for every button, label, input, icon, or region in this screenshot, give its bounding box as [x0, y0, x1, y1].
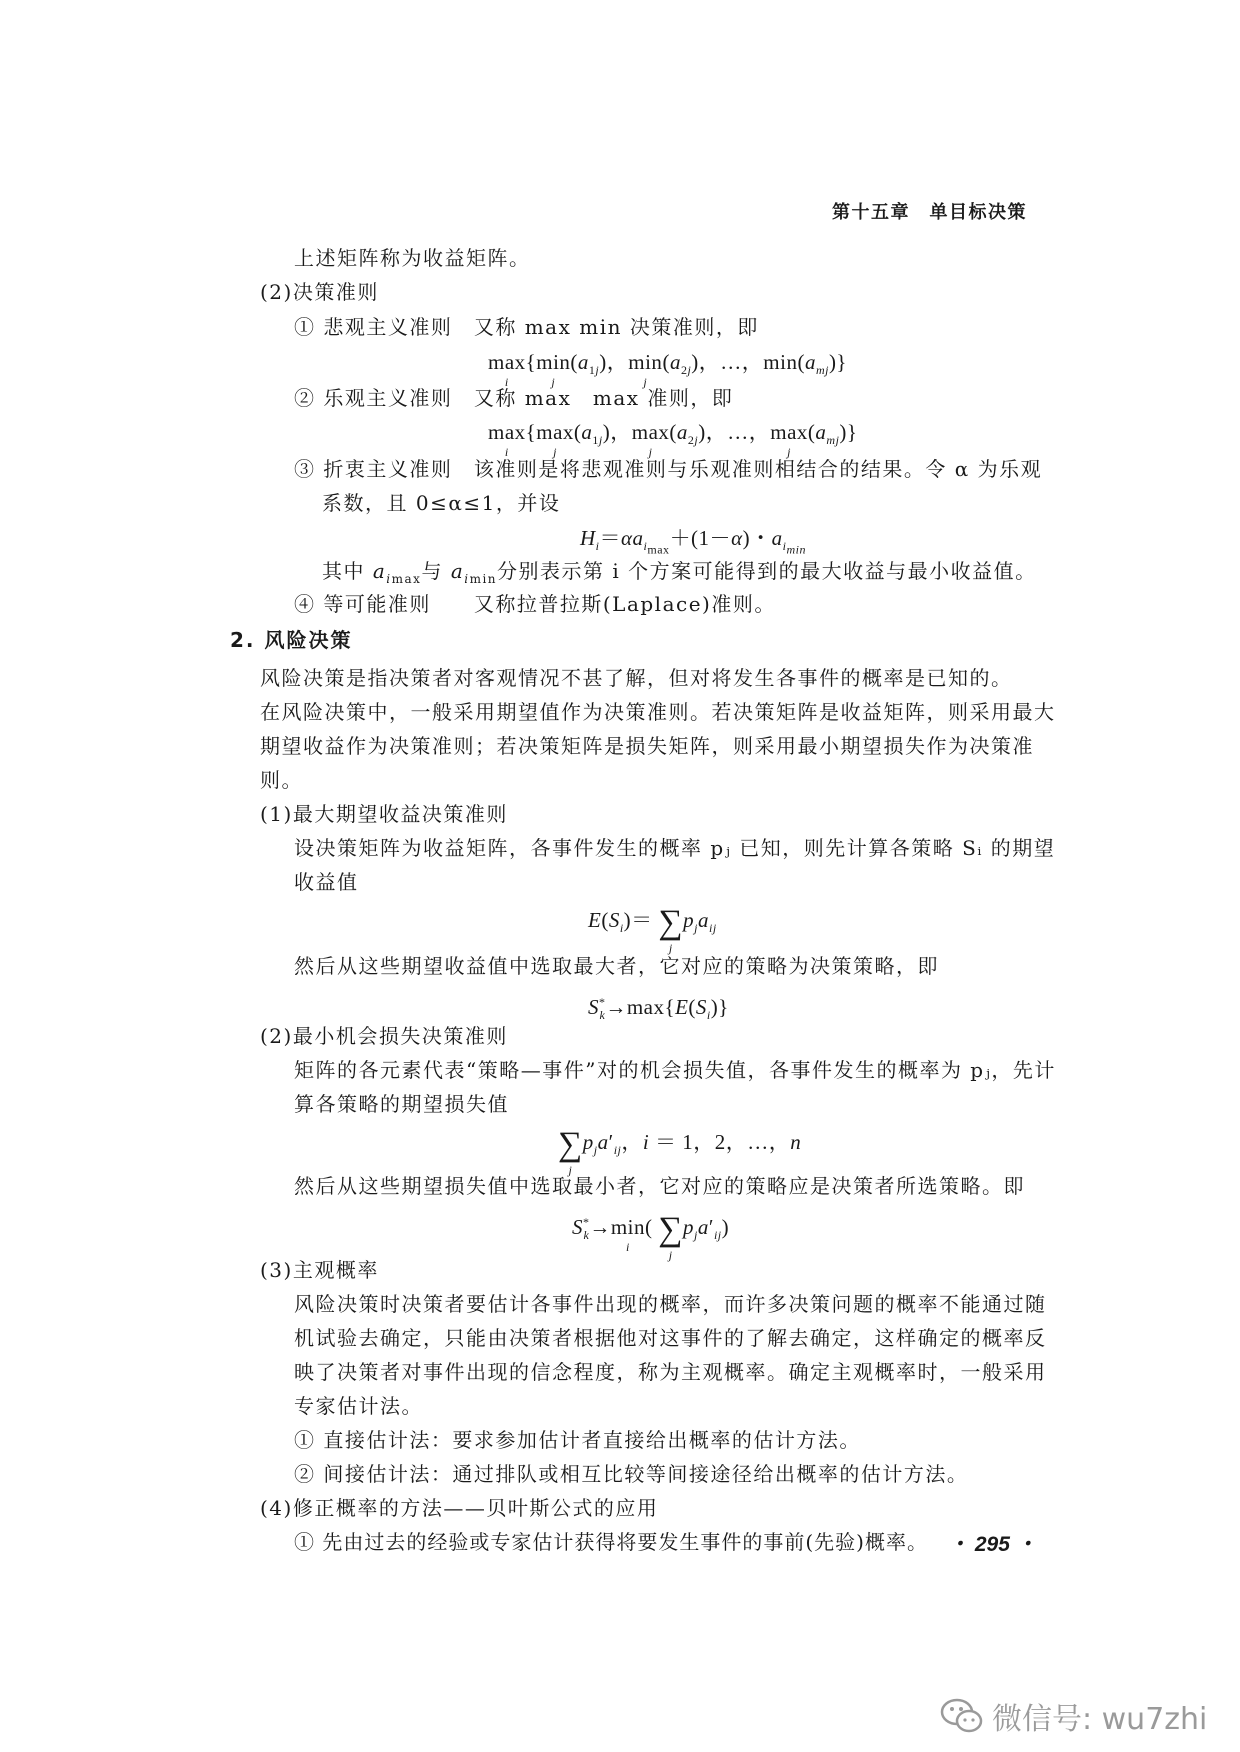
- watermark-text: 微信号: wu7zhi: [992, 1702, 1208, 1737]
- subsection-heading: (2)决策准则: [260, 280, 379, 304]
- text-line: 收益值: [294, 870, 359, 894]
- chapter-header: 第十五章 单目标决策: [832, 202, 1027, 223]
- formula-choose-min: $S^*_k\to\min$ i ( ∑ j $p_ja'_{ij}$): [572, 1211, 730, 1262]
- formula-expected-value: $E(S_i)=$ ∑ j $p_ja_{ij}$: [588, 904, 717, 955]
- formula-maxmax: max i {max j $(a_{1j})$，max j $(a_{2j})$，…，max j $(a_{mj})$}: [488, 420, 858, 459]
- list-item: ① 先由过去的经验或专家估计获得将要发生事件的事前(先验)概率。: [294, 1530, 928, 1554]
- text-line: 则。: [260, 768, 303, 792]
- subsection-heading: (4)修正概率的方法——贝叶斯公式的应用: [260, 1496, 659, 1520]
- subsection-heading: (2)最小机会损失决策准则: [260, 1024, 508, 1048]
- subsection-heading: (3)主观概率: [260, 1258, 379, 1282]
- text-line: 专家估计法。: [294, 1394, 423, 1418]
- text-line: 在风险决策中，一般采用期望值作为决策准则。若决策矩阵是收益矩阵，则采用最大: [260, 700, 1056, 724]
- text-line: ① 悲观主义准则 又称 max min 决策准则，即: [294, 315, 759, 339]
- section-heading: 2. 风险决策: [230, 628, 353, 652]
- text-line: 矩阵的各元素代表“策略—事件”对的机会损失值，各事件发生的概率为 pⱼ，先计: [294, 1058, 1056, 1082]
- formula-expected-loss: ∑ j $p_ja'_{ij}$，i ＝ 1，2，…，n: [558, 1126, 802, 1177]
- formula-maxmin: max i {min j $(a_{1j})$，min j $(a_{2j})$，…，$\min(a_{mj})$}: [488, 350, 848, 389]
- text-line: 系数，且 0≤α≤1，并设: [322, 491, 561, 515]
- formula-hurwicz: $H_i=\alpha a_{i_{max}}+(1-\alpha)$・$a_{i_{min}}$: [580, 526, 806, 557]
- subsection-heading: (1)最大期望收益决策准则: [260, 802, 508, 826]
- text-line: ③ 折衷主义准则 该准则是将悲观准则与乐观准则相结合的结果。令 α 为乐观: [294, 457, 1043, 481]
- text-line: 风险决策时决策者要估计各事件出现的概率，而许多决策问题的概率不能通过随: [294, 1292, 1047, 1316]
- list-item: ② 间接估计法：通过排队或相互比较等间接途径给出概率的估计方法。: [294, 1462, 969, 1486]
- formula-choose-max: $S^*_k\to\max\{E(S_i)\}$: [588, 995, 729, 1023]
- watermark: [940, 1694, 1207, 1738]
- wechat-icon: [940, 1697, 984, 1735]
- text-line: 其中 $a_{imax}$与 $a_{imin}$分别表示第 i 个方案可能得到的最大收益与最小收益值。: [322, 559, 1037, 586]
- page-number: ・ 295 ・: [948, 1533, 1037, 1556]
- text-line: ④ 等可能准则 又称拉普拉斯(Laplace)准则。: [294, 592, 776, 616]
- text-line: 期望收益作为决策准则；若决策矩阵是损失矩阵，则采用最小期望损失作为决策准: [260, 734, 1034, 758]
- text-line: ② 乐观主义准则 又称 max max 准则，即: [294, 386, 734, 410]
- text-line: 风险决策是指决策者对客观情况不甚了解，但对将发生各事件的概率是已知的。: [260, 666, 1013, 690]
- text-line: 上述矩阵称为收益矩阵。: [294, 246, 531, 270]
- text-line: 然后从这些期望收益值中选取最大者，它对应的策略为决策策略，即: [294, 954, 939, 978]
- text-line: 设决策矩阵为收益矩阵，各事件发生的概率 pⱼ 已知，则先计算各策略 Sᵢ 的期望: [294, 836, 1056, 860]
- text-line: 机试验去确定，只能由决策者根据他对这事件的了解去确定，这样确定的概率反: [294, 1326, 1047, 1350]
- text-line: 映了决策者对事件出现的信念程度，称为主观概率。确定主观概率时，一般采用: [294, 1360, 1047, 1384]
- page-number-value: 295: [974, 1533, 1010, 1556]
- list-item: ① 直接估计法：要求参加估计者直接给出概率的估计方法。: [294, 1428, 861, 1452]
- text-line: 算各策略的期望损失值: [294, 1092, 509, 1116]
- text-line: 然后从这些期望损失值中选取最小者，它对应的策略应是决策者所选策略。即: [294, 1174, 1025, 1198]
